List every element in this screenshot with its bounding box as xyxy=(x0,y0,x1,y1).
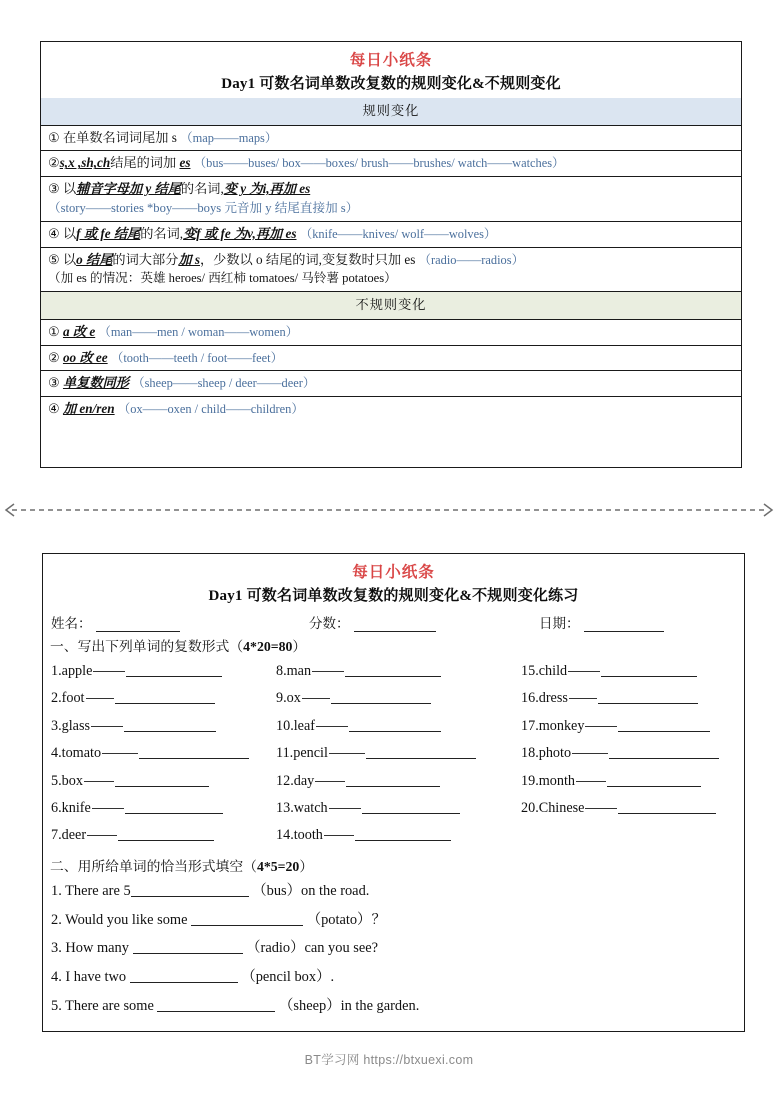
irregular-rule-row xyxy=(41,319,741,345)
sentence-item xyxy=(51,963,744,992)
rule-number: ③ xyxy=(48,375,60,391)
sentence-answer-blank[interactable] xyxy=(133,939,243,954)
word-dash xyxy=(572,753,608,754)
word-item xyxy=(51,658,276,685)
word-number: 14. xyxy=(276,827,294,844)
rule-text-mid: 的名词, xyxy=(140,225,184,241)
word-text: deer xyxy=(61,827,87,844)
word-number: 2. xyxy=(51,690,62,707)
sentence-answer-blank[interactable] xyxy=(157,997,275,1012)
word-dash xyxy=(315,781,345,782)
fill-in-sentences xyxy=(43,877,744,1021)
word-item xyxy=(276,768,521,795)
word-dash xyxy=(87,835,117,836)
word-answer-blank[interactable] xyxy=(618,800,716,814)
word-item xyxy=(276,822,521,849)
rule-row xyxy=(41,247,741,292)
date-field[interactable] xyxy=(539,612,664,632)
sentence-after: （radio）can you see? xyxy=(242,940,379,957)
rule-text: 在单数名词词尾加 s xyxy=(62,129,177,145)
rule-key: 单复数同形 xyxy=(62,375,129,391)
rule-key-2: es xyxy=(179,155,191,171)
sentence-number: 2. xyxy=(51,911,66,928)
word-text: Chinese xyxy=(538,800,585,817)
word-item xyxy=(521,795,744,822)
word-text: tomato xyxy=(61,745,102,762)
notes-card xyxy=(40,41,742,468)
rule-text: 以 xyxy=(62,225,77,241)
irregular-cell-2 xyxy=(41,345,741,371)
sentence-answer-blank[interactable] xyxy=(131,882,249,897)
section-one-title-text: 一、写出下列单词的复数形式（ xyxy=(50,639,244,654)
word-item xyxy=(276,795,521,822)
word-item xyxy=(276,685,521,712)
word-text: glass xyxy=(61,717,91,734)
rule-example: （map——maps） xyxy=(180,130,278,145)
word-number: 5. xyxy=(51,772,62,789)
word-dash xyxy=(329,753,365,754)
watermark-footer: BT学习网 https://btxuexi.com xyxy=(304,1053,474,1067)
word-item xyxy=(521,713,744,740)
word-dash xyxy=(84,781,114,782)
word-dash xyxy=(302,698,330,699)
word-text: knife xyxy=(61,800,91,817)
section-one-score: 4*20=80 xyxy=(243,639,293,654)
word-item xyxy=(51,713,276,740)
sentence-number: 3. xyxy=(51,940,66,957)
rule-key-2: 变f 或 fe 为v,再加 es xyxy=(183,225,297,241)
word-dash xyxy=(585,808,617,809)
rule-number: ③ xyxy=(48,181,60,197)
rule-number: ② xyxy=(48,349,60,365)
section-one-title xyxy=(43,633,744,657)
rule-number: ① xyxy=(48,323,60,339)
word-number: 7. xyxy=(51,827,62,844)
word-item xyxy=(276,740,521,767)
word-number: 11. xyxy=(276,745,294,762)
section-two-title-close: ） xyxy=(299,858,314,874)
notes-subtitle-day: Day1 xyxy=(221,76,256,92)
word-answer-blank[interactable] xyxy=(618,718,710,732)
rule-example: （bus——buses/ box——boxes/ brush——brushes/ watch——watches） xyxy=(193,156,565,171)
name-field[interactable] xyxy=(51,612,309,632)
sentence-before: How many xyxy=(65,940,133,957)
practice-card xyxy=(42,553,745,1032)
rule-cell-1 xyxy=(41,125,741,151)
rule-number: ① xyxy=(48,129,60,145)
word-item xyxy=(521,658,744,685)
word-dash xyxy=(86,698,114,699)
word-number: 13. xyxy=(276,800,294,817)
word-dash xyxy=(329,808,361,809)
rule-key-2: 加 s xyxy=(178,251,200,267)
word-answer-blank[interactable] xyxy=(362,800,460,814)
student-info-fields xyxy=(43,610,744,633)
date-label: 日期： xyxy=(539,616,580,631)
word-text: apple xyxy=(61,663,93,679)
word-dash xyxy=(569,698,597,699)
word-number: 15. xyxy=(521,663,539,679)
rule-key-2: 变 y 为i,再加 es xyxy=(223,181,311,197)
word-item xyxy=(276,713,521,740)
rule-key: a 改 e xyxy=(62,323,96,339)
sentence-item xyxy=(51,992,744,1021)
notes-subtitle-rest: 可数名词单数改复数的规则变化&不规则变化 xyxy=(259,76,561,92)
rule-text: 以 xyxy=(62,251,77,267)
rule-key: 辅音字母加 y 结尾 xyxy=(76,181,181,197)
rule-key: f 或 fe 结尾 xyxy=(76,225,141,241)
rule-cell-3 xyxy=(41,177,741,222)
rule-example: （sheep——sheep / deer——deer） xyxy=(132,376,316,391)
sentence-item xyxy=(51,877,744,906)
section-one-title-close: ） xyxy=(292,639,307,654)
rule-number: ④ xyxy=(48,225,60,241)
word-dash xyxy=(316,726,348,727)
rule-row xyxy=(41,125,741,151)
word-dash xyxy=(585,726,617,727)
rule-number: ④ xyxy=(48,401,60,417)
word-number: 12. xyxy=(276,772,294,789)
sentence-answer-blank[interactable] xyxy=(130,968,238,983)
word-answer-blank[interactable] xyxy=(346,773,440,787)
sentence-number: 1. xyxy=(51,882,66,899)
word-dash xyxy=(576,781,606,782)
irregular-cell-1 xyxy=(41,319,741,345)
section-two-score: 4*5=20 xyxy=(256,858,300,874)
rule-row xyxy=(41,177,741,222)
notes-paper-title: 每日小纸条 xyxy=(349,52,433,69)
word-answer-blank[interactable] xyxy=(598,690,698,704)
word-answer-blank[interactable] xyxy=(609,745,719,759)
word-text: box xyxy=(61,772,83,789)
word-item xyxy=(521,768,744,795)
sentence-before: Would you like some xyxy=(65,911,192,928)
score-label: 分数： xyxy=(309,616,350,631)
word-answer-blank[interactable] xyxy=(125,800,223,814)
rule-cell-2 xyxy=(41,151,741,177)
sentence-before: I have two xyxy=(65,969,130,986)
rule-cell-5 xyxy=(41,247,741,292)
word-text: tooth xyxy=(293,827,323,844)
score-input[interactable] xyxy=(354,618,436,632)
word-item xyxy=(51,795,276,822)
word-number: 1. xyxy=(51,663,62,679)
word-answer-blank[interactable] xyxy=(115,773,209,787)
word-text: monkey xyxy=(538,717,585,734)
word-text: watch xyxy=(293,800,328,817)
sentence-item xyxy=(51,906,744,935)
rule-row xyxy=(41,221,741,247)
rule-main-line xyxy=(48,180,735,199)
rule-text: 以 xyxy=(62,181,77,197)
rule-main-line xyxy=(48,251,735,270)
word-number: 8. xyxy=(276,663,287,679)
date-input[interactable] xyxy=(584,618,664,632)
word-text: day xyxy=(293,772,315,789)
word-text: dress xyxy=(538,690,568,707)
sentence-after: （pencil box）. xyxy=(237,969,335,986)
irregular-header-row xyxy=(41,292,741,320)
section-two-title-text: 二、用所给单词的恰当形式填空（ xyxy=(50,858,257,874)
word-dash xyxy=(568,671,600,672)
word-item xyxy=(51,822,276,849)
word-answer-blank[interactable] xyxy=(355,827,451,841)
sentence-number: 4. xyxy=(51,969,66,986)
word-number: 19. xyxy=(521,772,539,789)
rule-example: （radio——radios） xyxy=(418,252,524,267)
rule-row xyxy=(41,151,741,177)
notes-paper-subtitle xyxy=(41,71,741,98)
word-text: man xyxy=(286,663,312,679)
sentence-before: There are some xyxy=(65,998,158,1015)
irregular-rule-row xyxy=(41,345,741,371)
rule-text: 结尾的词加 xyxy=(110,155,177,171)
word-item xyxy=(521,685,744,712)
cut-line-scissors-icon xyxy=(4,503,774,517)
word-number: 16. xyxy=(521,690,539,707)
practice-subtitle-day: Day1 xyxy=(208,588,243,604)
word-answer-blank[interactable] xyxy=(115,690,215,704)
word-answer-blank[interactable] xyxy=(124,718,216,732)
word-answer-blank[interactable] xyxy=(601,663,697,677)
word-text: photo xyxy=(538,745,572,762)
word-dash xyxy=(91,726,123,727)
word-number: 20. xyxy=(521,800,539,817)
word-item xyxy=(51,768,276,795)
rule-subnote: （加 es 的情况：英雄 heroes/ 西红柿 tomatoes/ 马铃薯 potatoes） xyxy=(48,271,397,286)
name-label: 姓名： xyxy=(51,616,92,631)
word-text: foot xyxy=(61,690,85,707)
word-dash xyxy=(102,753,138,754)
sentence-number: 5. xyxy=(51,998,66,1015)
rule-example: （knife——knives/ wolf——wolves） xyxy=(299,226,497,241)
rule-number: ⑤ xyxy=(48,251,60,267)
word-answer-blank[interactable] xyxy=(345,663,441,677)
word-number: 17. xyxy=(521,717,539,734)
word-number: 10. xyxy=(276,717,294,734)
rule-example: （man——men / woman——women） xyxy=(98,324,299,339)
rule-text-mid: 的名词, xyxy=(180,181,224,197)
sentence-after: （potato）？ xyxy=(303,911,386,928)
name-input[interactable] xyxy=(96,618,180,632)
irregular-rule-row xyxy=(41,397,741,422)
irregular-changes-header: 不规则变化 xyxy=(41,292,741,320)
word-answer-blank[interactable] xyxy=(126,663,222,677)
word-plural-grid xyxy=(43,657,744,850)
sentence-before: There are 5 xyxy=(65,882,131,899)
rule-key: oo 改 ee xyxy=(62,349,108,365)
irregular-rule-row xyxy=(41,371,741,397)
word-text: leaf xyxy=(293,717,315,734)
rule-cell-4 xyxy=(41,221,741,247)
word-item xyxy=(521,740,744,767)
word-answer-blank[interactable] xyxy=(118,827,214,841)
sentence-item xyxy=(51,934,744,963)
word-answer-blank[interactable] xyxy=(349,718,441,732)
practice-subtitle-rest: 可数名词单数改复数的规则变化&不规则变化练习 xyxy=(246,588,579,604)
rule-key: o 结尾 xyxy=(76,251,113,267)
score-field[interactable] xyxy=(309,612,539,632)
word-dash xyxy=(93,671,125,672)
sentence-after: （sheep）in the garden. xyxy=(275,998,420,1015)
word-number: 3. xyxy=(51,717,62,734)
word-text: child xyxy=(538,663,568,679)
word-text: pencil xyxy=(293,745,328,762)
rule-key: s,x ,sh,ch xyxy=(59,155,111,171)
irregular-cell-4 xyxy=(41,397,741,422)
word-number: 9. xyxy=(276,690,287,707)
rule-subnote: （story——stories *boy——boys 元音加 y 结尾直接加 s） xyxy=(48,200,359,215)
rule-number: ② xyxy=(48,155,60,171)
rule-key: 加 en/ren xyxy=(62,401,115,417)
rule-example: （ox——oxen / child——children） xyxy=(117,402,304,417)
practice-paper-subtitle xyxy=(43,583,744,610)
irregular-cell-3 xyxy=(41,371,741,397)
word-item xyxy=(51,740,276,767)
rules-table xyxy=(41,98,741,422)
word-item xyxy=(276,658,521,685)
word-answer-blank[interactable] xyxy=(607,773,701,787)
word-answer-blank[interactable] xyxy=(139,745,249,759)
word-dash xyxy=(92,808,124,809)
word-dash xyxy=(312,671,344,672)
rule-example: （tooth——teeth / foot——feet） xyxy=(110,350,283,365)
word-text: ox xyxy=(286,690,301,707)
word-number: 18. xyxy=(521,745,539,762)
word-text: month xyxy=(538,772,575,789)
practice-paper-title: 每日小纸条 xyxy=(352,564,435,581)
section-two-title xyxy=(43,850,744,877)
word-dash xyxy=(324,835,354,836)
rule-text-mid: 的词大部分 xyxy=(112,251,179,267)
word-number: 4. xyxy=(51,745,62,762)
sentence-answer-blank[interactable] xyxy=(191,911,303,926)
sentence-after: （bus）on the road. xyxy=(248,882,370,899)
regular-changes-header: 规则变化 xyxy=(41,98,741,125)
rule-text-tail: ，少数以 o 结尾的词,变复数时只加 es xyxy=(199,251,416,267)
word-item xyxy=(51,685,276,712)
word-answer-blank[interactable] xyxy=(331,690,431,704)
word-answer-blank[interactable] xyxy=(366,745,476,759)
regular-header-row xyxy=(41,98,741,125)
word-number: 6. xyxy=(51,800,62,817)
